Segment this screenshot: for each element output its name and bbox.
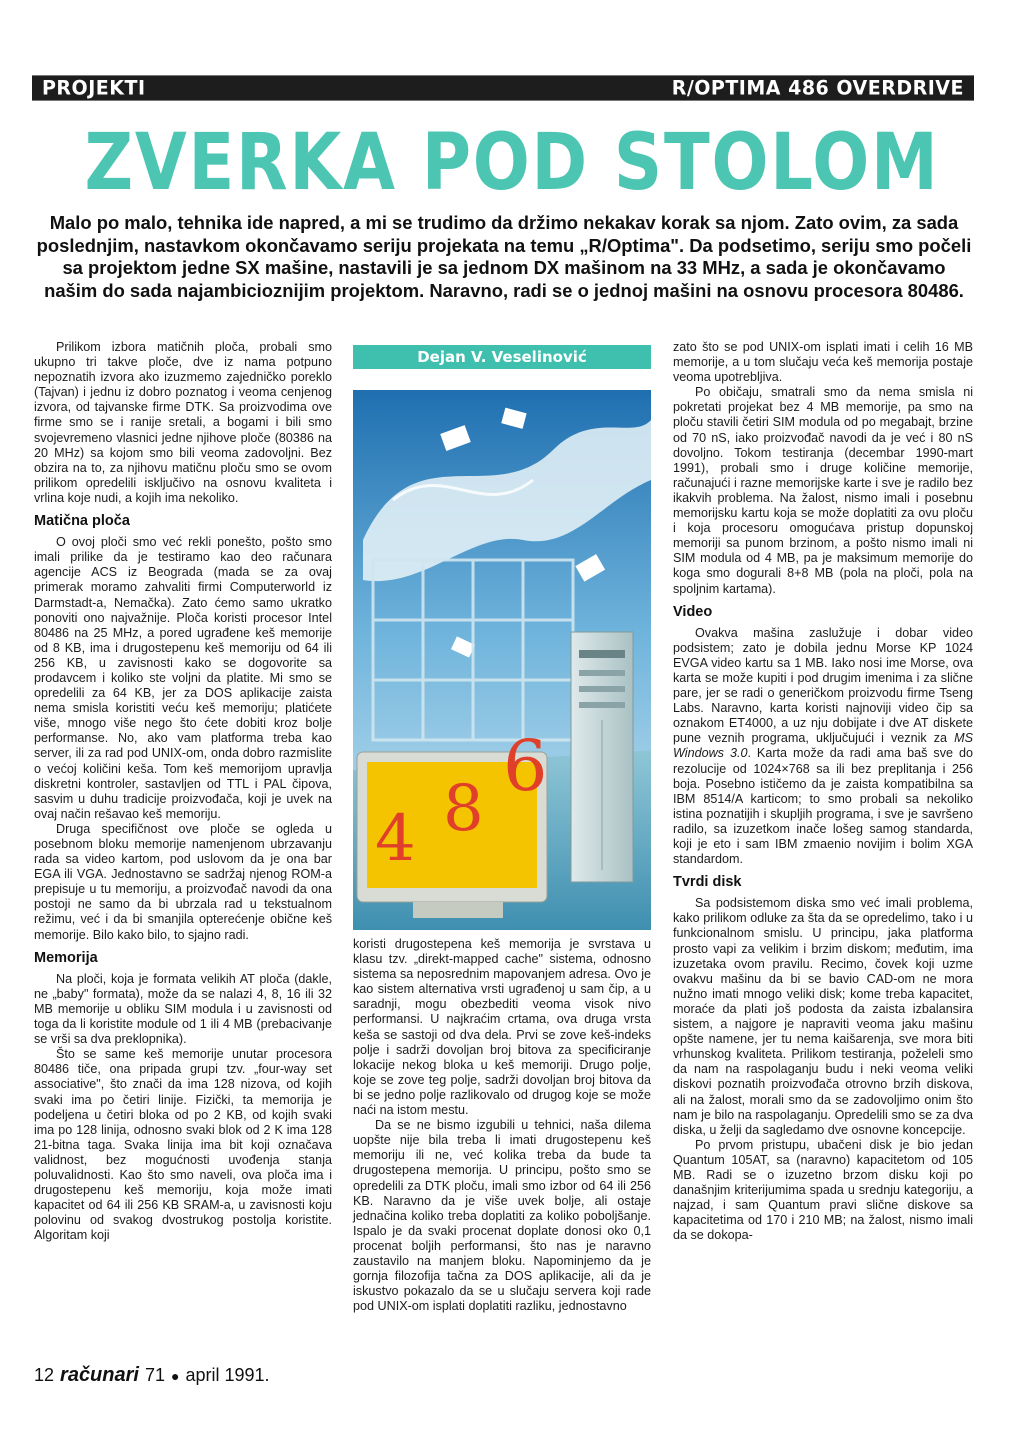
column-right: [673, 340, 973, 1243]
paragraph: Druga specifičnost ove ploče se ogleda u posebnom bloku memorije namenjenom ubrzavanju rada sa video kartom, pod uslovom da je ona bar EGA ili VGA. Jednostavno se sadržaj njenog ROM-a prepisuje u tu memoriju, a proizvođač navodi da ona postoji ne samo da bi ubrzala rad u tekstualnom režimu, već i da bi smanjila opterećenje obične keš memorije. Bilo kako bilo, to sjajno radi.: [34, 821, 332, 942]
column-left: [34, 340, 332, 1243]
issue-date: april 1991.: [185, 1365, 270, 1385]
illustration-svg: [353, 390, 651, 930]
paragraph: Na ploči, koja je formata velikih AT ploča (dakle, ne „baby" formata), može da se nalazi 4, 8, 16 ili 32 MB memorije u obliku SIM modula i u zavisnosti od toga da li koristite module od 1 ili 4 MB (prebacivanje se vrši sa dva preklopnika).: [34, 971, 332, 1047]
paragraph: Da se ne bismo izgubili u tehnici, naša dilema uopšte nije bila treba li imati drugostepenu keš memoriju ili ne, već kolika treba da bude ta drugostepena memorija. U principu, pošto smo se opredelili za DTK ploču, imali smo izbor od 64 ili 256 KB. Naravno da je više uvek bolje, ali ostaje jednačina koliko treba doplatiti za koliko poboljšanje. Ispalo je da svaki procenat doplate donosi oko 0,1 procenat boljih performansi, što nas je naravno zaustavilo na manjem bloku. Napominjemo da je gornja filozofija tačna za DOS aplikacije, ali da je iskustvo pokazalo da se u slučaju servera koji rade pod UNIX-om isplati doplatiti razliku, jednostavno: [353, 1118, 651, 1314]
header-band: [32, 75, 974, 100]
author-byline: Dejan V. Veselinović: [353, 345, 651, 369]
subheading-maticna: Matična ploča: [34, 513, 130, 530]
paragraph-video: [673, 626, 973, 868]
paragraph: Što se same keš memorije unutar procesora 80486 tiče, ona pripada grupi tzv. „four-way set associative", što znači da ima 128 nizova, od kojih svaki ima po četiri linije. Fizički, ta memorija je podeljena u četiri bloka od po 2 KB, od kojih svaki ima po 128 linija, odnosno svaki blok od 2 K ima 128 21-bitna taga. Svaka linija ima bit koji označava validnost, bez mogućnosti uvođenja stanja poluvalidnosti. Kao što smo naveli, ova ploča ima i drugostepenu keš memoriju, koja može imati kapacitet od 64 ili 256 KB SRAM-a, u zavisnosti koju polovinu od svakog dvostrukog postolja koristite. Algoritam koji: [34, 1047, 332, 1243]
paragraph: O ovoj ploči smo već rekli ponešto, pošto smo imali prilike da je testiramo kao deo računara agencije ACS iz Beograda (mada se za ovaj primerak moramo zahvaliti firmi Computerworld iz Darmstadt-a, Nemačka). Zato ćemo samo ukratko ponoviti ono najvažnije. Ploča koristi procesor Intel 80486 na 25 MHz, a pored ugrađene keš memorije od 8 KB, ima i drugostepenu keš memoriju od 64 ili 256 KB, u zavisnosti kako se dogovorite sa prodavcem i koliko ste voljni da platite. Mi smo se opredelili za 64 KB, jer za DOS aplikacije zaista nema smisla koristiti veću keš memoriju; platićete više, mnogo više nego što ćete dobiti kroz bolje performanse. No, ako vam platforma treba kao server, ili za rad pod UNIX-om, onda dobro razmislite o većoj količini keša. Tom keš memorijom upravlja diskretni kontroler, sastavljen od TTL i PAL čipova, sasvim u duhu tradicije proizvođača, koji je uvek na ovaj način rešavao keš memoriju.: [34, 535, 332, 821]
magazine-name: računari: [60, 1364, 139, 1386]
subheading-disk: Tvrdi disk: [673, 874, 742, 891]
subheading-video: Video: [673, 603, 713, 620]
article-headline: ZVERKA POD STOLOM: [84, 118, 940, 208]
series-label: R/OPTIMA 486 OVERDRIVE: [671, 76, 964, 100]
digit-6: 6: [503, 725, 548, 807]
section-label: PROJEKTI: [42, 76, 146, 100]
paragraph: zato što se pod UNIX-om isplati imati i celih 16 MB memorije, a u tom slučaju veća keš memorija postaje veoma upotrebljiva.: [673, 340, 973, 385]
bullet-icon: ●: [171, 1368, 180, 1384]
digit-8: 8: [443, 772, 484, 846]
page-footer: [34, 1364, 270, 1390]
subheading-memorija: Memorija: [34, 949, 98, 966]
paragraph: Po prvom pristupu, ubačeni disk je bio jedan Quantum 105AT, sa (naravno) kapacitetom od 105 MB. Radi se o izuzetno brzom disku koji po današnjim kriterijumima spada u srednju kategoriju, a najzad, i sam Quantum pravi slične diskove sa kapacitetima od 170 i 210 MB; na žalost, nismo imali da se dokopa-: [673, 1137, 973, 1243]
article-lead: Malo po malo, tehnika ide napred, a mi se trudimo da držimo nekakav korak sa njom. Zato ovim, za sada poslednjim, nastavkom okončavamo seriju projekata na temu „R/Optima". Da podsetimo, seriju smo počeli sa projektom jedne SX mašine, nastavili je sa jednom DX mašinom na 33 MHz, a sada je okončavamo našim do sada najambicioznijim projektom. Naravno, radi se o jednoj mašini na osnovu procesora 80486.: [36, 212, 972, 301]
video-text-rest: . Karta može da radi ama baš sve do rezolucije od 1024×768 sa ili bez preplitanja i 256 boja. Posebno ističemo da je zaista kompatibilna sa IBM 8514/A karticom; to smo probali sa nekoliko istina poznatijih i skupljih programa, i sve je savršeno radilo, sa izuzetkom inače lošeg samog standarda, koji je eto i sam IBM zmaenio novijim i bolim XGA standardom.: [673, 746, 973, 867]
video-text: Ovakva mašina zaslužuje i dobar video podsistem; zato je dobila jednu Morse KP 1024 EVGA video kartu sa 1 MB. Iako nosi ime Morse, ova karta se može kupiti i pod drugim imenima i za slične pare, jer se radi o generičkom proizvodu firme Tseng Labs. Naravno, karta koristi najnoviji video čip sa oznakom ET4000, a uz nju dobijate i dve AT diskete pune veznih programa, uključujući i veznik za: [673, 625, 973, 746]
intro-paragraph: Prilikom izbora matičnih ploča, probali smo ukupno tri takve ploče, dve iz nama potpuno nepoznatih izvora ako izuzmemo zajedničko poreklo (Tajvan) i jednu iz dobro poznatog i veoma cenjenog izvora, od tajvanske firme DTK. Sa proizvodima ove firme smo se i ranije sretali, a bogami i bili smo svojevremeno vlasnici jedne njihove ploče (80386 na 20 MHz) sa kojom smo bili veoma zadovoljni. Bez obzira na to, za njihovu matičnu ploču smo se ovom prilikom opredelili isključivo na osnovu kvaliteta i vrlina koje nudi, a kojih ima nekoliko.: [34, 340, 332, 505]
paragraph: Po običaju, smatrali smo da nema smisla ni pokretati projekat bez 4 MB memorije, pa smo na ploču stavili četiri SIM modula od po megabajt, brzine od 70 nS, iako proizvođač navodi da je već i 80 nS dovoljno. Tokom testiranja (decembar 1990-mart 1991), probali smo i druge količine memorije, računajući i razne memorijske karte i sve je radilo bez ikakvih problema. Na žalost, nismo imali i posebnu memorijsku kartu koja se može doplatiti za ovu ploču i koja procesoru omogućava pristup dopunskoj memoriji sa punom brzinom, a pošto nismo imali ni SIM modula od 4 MB, pa je maksimum memorije do koga smo dogurali 8+8 MB (pola na ploči, pola na spoljnim kartama).: [673, 385, 973, 596]
windows-italic: MS Windows 3.0: [673, 731, 973, 761]
page-number: 12: [34, 1365, 55, 1385]
paragraph: Sa podsistemom diska smo već imali problema, kako prilikom odluke za šta da se opredelimo, tako i u funkcionalnom smislu. U principu, jaka platforma prosto vapi za velikim i brzim diskom; međutim, ima izuzetaka ovom pravilu. Recimo, čovek koji uzme ovakvu mašinu da bi se bavio CAD-om ne mora nužno imati mnogo veliki disk; kome treba kapacitet, moraće da plati još podosta da zaista izbalansira sistem, a najgore je napraviti veoma jaku mašinu opšte namene, jer tu nema kaišarenja, sve mora biti vrhunskog kvaliteta. Prilikom testiranja, poželeli smo da nam na raspolaganju budu i neki veoma veliki diskovi poznatih proizvođača otrovno brzih diskova, ali na žalost, morali smo da se zadovoljimo onim što nam je bilo na raspolaganju. Opredelili smo se za dva diska, u želji da sagledamo dve osnovne koncepcije.: [673, 896, 973, 1137]
digit-4: 4: [375, 802, 416, 876]
paragraph: koristi drugostepena keš memorija je svrstava u klasu tzv. „direkt-mapped cache" sistema, odnosno sistema sa neposrednim mapovanjem adresa. Ovo je kao sistem alternativa vrsti ugrađenoj u sam čip, a u saradnji, mogu obezbediti veoma visok nivo performansi. U najkraćim crtama, ova druga vrsta keša se sastoji od dva dela. Prvi se zove keš-indeks polje i sadrži dovoljan broj bitova za specificiranje lokacije nekog bloka u keš memoriji. Drugo polje, koje se zove teg polje, sadrži dovoljan broj bitova da bi se jedno polje razlikovalo od drugog koje se može naći na istom mestu.: [353, 937, 651, 1118]
cover-illustration: [353, 390, 651, 930]
column-middle: [353, 937, 651, 1314]
issue-number: 71: [144, 1365, 165, 1385]
